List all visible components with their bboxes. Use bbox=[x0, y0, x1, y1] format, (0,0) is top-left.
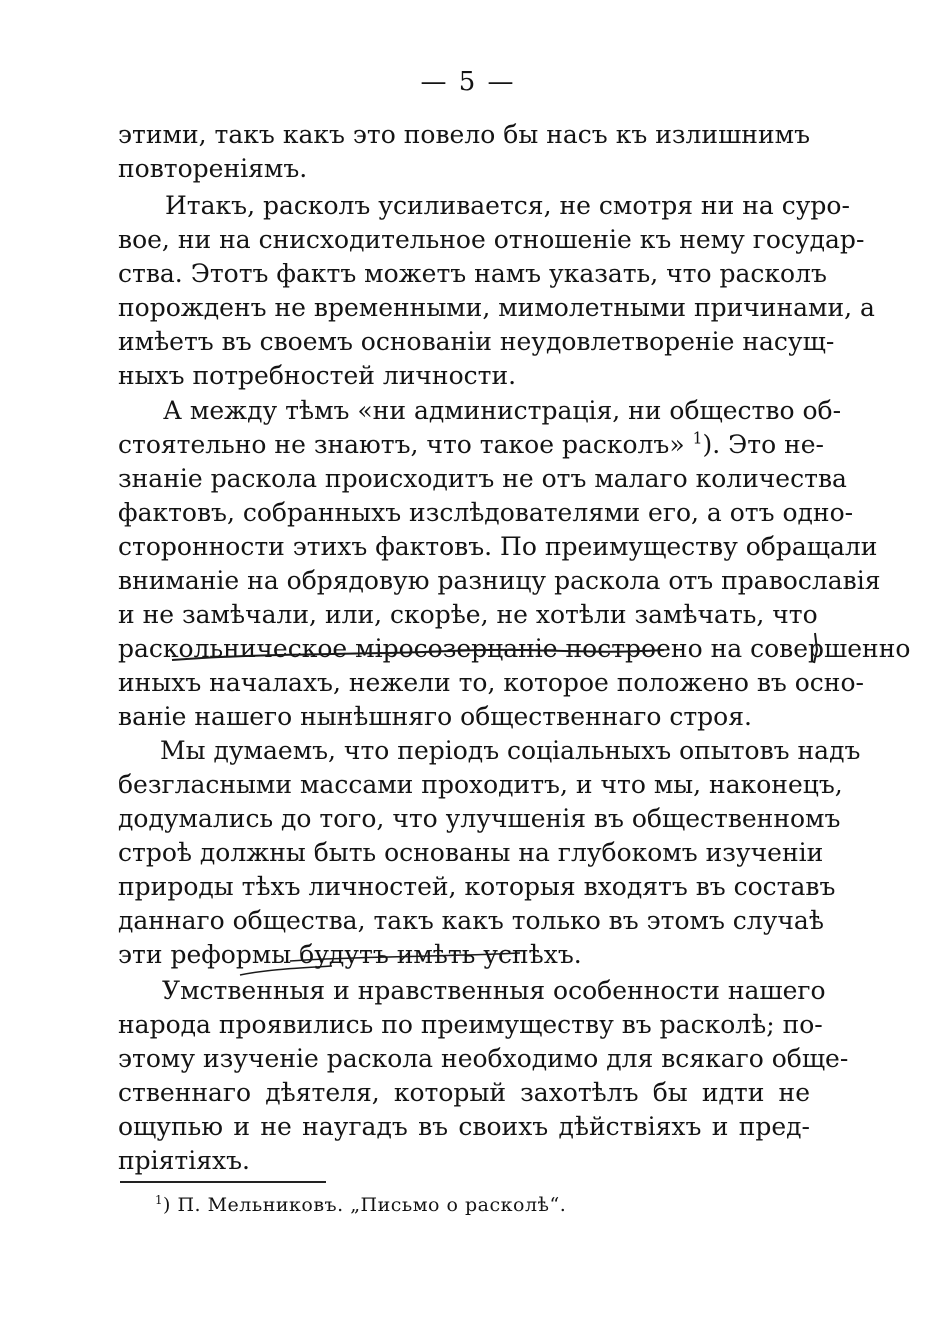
footnote-reference: 1 bbox=[692, 429, 703, 448]
text-line: ощупью и не наугадъ въ своихъ дѣйствіяхъ и пред- bbox=[118, 1112, 810, 1141]
text-line: додумались до того, что улучшенія въ общественномъ bbox=[118, 804, 841, 833]
text-line: народа проявились по преимуществу въ расколѣ; по- bbox=[118, 1010, 823, 1039]
text-line: сторонности этихъ фактовъ. По преимуществу обращали bbox=[118, 532, 878, 561]
text-line: ныхъ потребностей личности. bbox=[118, 361, 517, 390]
text-line bbox=[118, 428, 825, 462]
text-line: этими, такъ какъ это повело бы насъ къ излишнимъ bbox=[118, 120, 810, 149]
text-line: строѣ должны быть основаны на глубокомъ изученіи bbox=[118, 838, 824, 867]
footnote bbox=[155, 1190, 566, 1220]
text-line: иныхъ началахъ, нежели то, которое положено въ осно- bbox=[118, 668, 864, 697]
text-line: фактовъ, собранныхъ изслѣдователями его, а отъ одно- bbox=[118, 498, 854, 527]
footnote-rule bbox=[120, 1181, 326, 1183]
text-line: и не замѣчали, или, скорѣе, не хотѣли замѣчать, что bbox=[118, 600, 818, 629]
text-line: ваніе нашего нынѣшняго общественнаго строя. bbox=[118, 702, 752, 731]
text-line: раскольническое міросозерцаніе построено на совершенно bbox=[118, 634, 911, 663]
text-line: пріятіяхъ. bbox=[118, 1146, 250, 1175]
footnote-text: ) П. Мельниковъ. „Письмо о расколѣ“. bbox=[163, 1194, 567, 1216]
text-line: порожденъ не временными, мимолетными причинами, а bbox=[118, 293, 875, 322]
text-line: Мы думаемъ, что періодъ соціальныхъ опытовъ надъ bbox=[160, 736, 861, 765]
text-line: вниманіе на обрядовую разницу раскола отъ православія bbox=[118, 566, 881, 595]
text-line: вое, ни на снисходительное отношеніе къ нему государ- bbox=[118, 225, 865, 254]
text-line: даннаго общества, такъ какъ только въ этомъ случаѣ bbox=[118, 906, 824, 935]
text-line: знаніе раскола происходитъ не отъ малаго количества bbox=[118, 464, 847, 493]
text-line: Итакъ, расколъ усиливается, не смотря ни на суро- bbox=[165, 191, 850, 220]
text-line: природы тѣхъ личностей, которыя входятъ въ составъ bbox=[118, 872, 836, 901]
text-line: безгласными массами проходитъ, и что мы, наконецъ, bbox=[118, 770, 843, 799]
text-line: повтореніямъ. bbox=[118, 154, 308, 183]
text-fragment: ). Это не- bbox=[702, 430, 825, 459]
text-line: А между тѣмъ «ни администрація, ни общество об- bbox=[163, 396, 842, 425]
text-fragment: стоятельно не знаютъ, что такое расколъ» bbox=[118, 430, 685, 459]
text-line: ственнаго дѣятеля, который захотѣлъ бы идти не bbox=[118, 1078, 810, 1107]
text-line: эти реформы будутъ имѣть успѣхъ. bbox=[118, 940, 582, 969]
page-number: — 5 — bbox=[420, 67, 516, 97]
text-line: Умственныя и нравственныя особенности нашего bbox=[162, 976, 826, 1005]
text-line: ства. Этотъ фактъ можетъ намъ указать, что расколъ bbox=[118, 259, 827, 288]
text-line: этому изученіе раскола необходимо для всякаго обще- bbox=[118, 1044, 849, 1073]
footnote-marker: 1 bbox=[155, 1192, 163, 1207]
text-line: имѣетъ въ своемъ основаніи неудовлетвореніе насущ- bbox=[118, 327, 835, 356]
